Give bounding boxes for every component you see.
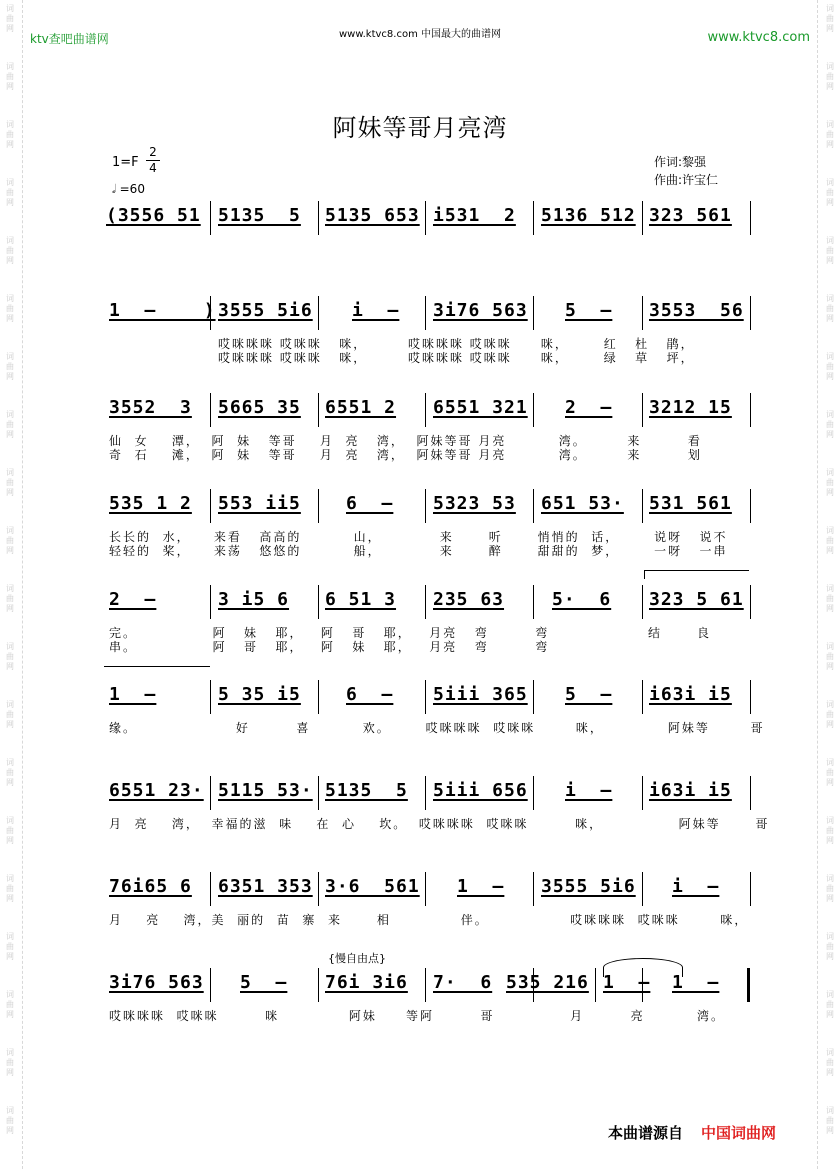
watermark-text: 词曲网 — [6, 874, 14, 903]
measure-notes: 5323 53 — [433, 493, 516, 514]
barline — [642, 585, 643, 619]
measure-notes: 531 561 — [649, 493, 732, 514]
measure-notes: 5136 512 — [541, 205, 636, 226]
song-title: 阿妹等哥月亮湾 — [332, 114, 508, 142]
watermark-text: 词曲网 — [826, 4, 834, 33]
barline — [533, 296, 534, 330]
measure-notes: 6551 23· — [109, 780, 204, 801]
barline — [425, 776, 426, 810]
site-slogan[interactable]: www.ktvc8.com 中国最大的曲谱网 — [338, 29, 501, 40]
watermark-text: 词曲网 — [6, 4, 14, 33]
watermark-text: 词曲网 — [6, 236, 14, 265]
barline — [210, 968, 211, 1002]
tempo-mark: 𝅗𝅥 =60 — [112, 182, 145, 196]
tempo-annotation: {慢自由点} — [328, 952, 386, 965]
watermark-text: 词曲网 — [6, 468, 14, 497]
site-url-right[interactable]: www.ktvc8.com — [707, 30, 810, 45]
measure-notes: 76i65 6 — [109, 876, 192, 897]
watermark-text: 词曲网 — [6, 700, 14, 729]
barline — [318, 296, 319, 330]
watermark-text: 词曲网 — [826, 526, 834, 555]
measure-notes: 5115 53· — [218, 780, 313, 801]
composer-credit: 作曲:许宝仁 — [654, 173, 719, 187]
repeat-end-line — [104, 666, 210, 667]
barline — [642, 393, 643, 427]
measure-notes: 3555 5i6 — [218, 300, 313, 321]
measure-notes: i – — [565, 780, 613, 801]
lyrics-verse-2: 串。 阿 哥 耶， 阿 妹 耶， 月亮 弯 弯 — [109, 640, 550, 654]
barline — [318, 585, 319, 619]
barline — [318, 680, 319, 714]
measure-notes: 6551 2 — [325, 397, 397, 418]
measure-notes: (3556 51 — [106, 205, 201, 226]
barline — [533, 585, 534, 619]
barline — [425, 489, 426, 523]
barline — [642, 489, 643, 523]
lyrics-verse-1: 月 亮 湾， 幸福的滋 味 在 心 坎。 哎咪咪咪 哎咪咪 咪， 阿妹等 哥 — [109, 817, 770, 831]
measure-notes: 553 ii5 — [218, 493, 301, 514]
barline — [533, 201, 534, 235]
watermark-text: 词曲网 — [6, 642, 14, 671]
measure-notes: 5· 6 — [552, 589, 612, 610]
measure-notes: 1 – — [603, 972, 651, 993]
barline — [750, 296, 751, 330]
watermark-text: 词曲网 — [826, 120, 834, 149]
measure-notes: 5 – — [565, 684, 613, 705]
measure-notes: 3212 15 — [649, 397, 732, 418]
tie-slur — [603, 958, 683, 977]
barline — [595, 968, 596, 1002]
lyrics-verse-1: 哎咪咪咪 哎咪咪 咪 阿妹 等阿 哥 月 亮 湾。 — [109, 1009, 725, 1023]
barline — [533, 489, 534, 523]
measure-notes: i – — [352, 300, 400, 321]
barline — [533, 680, 534, 714]
watermark-text: 词曲网 — [826, 874, 834, 903]
barline — [642, 296, 643, 330]
watermark-text: 词曲网 — [6, 932, 14, 961]
measure-notes: 6 – — [346, 684, 394, 705]
meter-numerator: 2 — [146, 145, 160, 161]
lyrics-verse-2: 奇 石 滩， 阿 妹 等哥 月 亮 湾， 阿妹等哥 月亮 湾。 来 划 — [109, 448, 702, 462]
watermark-text: 词曲网 — [6, 1048, 14, 1077]
watermark-text: 词曲网 — [826, 294, 834, 323]
watermark-text: 词曲网 — [6, 62, 14, 91]
barline — [425, 872, 426, 906]
right-watermark-column — [817, 0, 840, 1169]
measure-notes: 6 – — [346, 493, 394, 514]
lyrics-verse-1: 哎咪咪咪 哎咪咪 咪， 哎咪咪咪 哎咪咪 咪， 红 杜 鹃， — [218, 337, 695, 351]
measure-notes: i531 2 — [433, 205, 516, 226]
lyrics-verse-1: 长长的 水， 来看 高高的 山， 来 听 悄悄的 话， 说呀 说不 — [109, 530, 728, 544]
barline — [747, 968, 750, 1002]
measure-notes: 535 216 — [506, 972, 589, 993]
measure-notes: 3552 3 — [109, 397, 192, 418]
lyrics-verse-1: 月 亮 湾，美 丽的 苗 寨 来 相 伴。 哎咪咪咪 哎咪咪 咪， — [109, 913, 749, 927]
barline — [210, 201, 211, 235]
barline — [642, 201, 643, 235]
measure-notes: i63i i5 — [649, 780, 732, 801]
barline — [750, 680, 751, 714]
barline — [425, 968, 426, 1002]
site-name-left[interactable]: ktv查吧曲谱网 — [30, 32, 109, 46]
measure-notes: 5iii 656 — [433, 780, 528, 801]
measure-notes: 1 – — [109, 684, 157, 705]
watermark-text: 词曲网 — [6, 1106, 14, 1135]
lyricist-credit: 作词:黎强 — [654, 155, 707, 169]
measure-notes: i – — [672, 876, 720, 897]
measure-notes: 3 i5 6 — [218, 589, 290, 610]
watermark-text: 词曲网 — [826, 758, 834, 787]
footer-brand-link[interactable]: 中国词曲网 — [701, 1124, 777, 1142]
watermark-text: 词曲网 — [826, 352, 834, 381]
measure-notes: 5135 653 — [325, 205, 420, 226]
measure-notes: 3i76 563 — [109, 972, 204, 993]
meter-denominator: 4 — [149, 161, 157, 175]
watermark-text: 词曲网 — [6, 816, 14, 845]
barline — [210, 393, 211, 427]
measure-notes: 6 51 3 — [325, 589, 397, 610]
measure-notes: 2 – — [565, 397, 613, 418]
measure-notes: 5135 5 — [218, 205, 301, 226]
barline — [533, 872, 534, 906]
barline — [750, 585, 751, 619]
watermark-text: 词曲网 — [6, 294, 14, 323]
watermark-text: 词曲网 — [826, 236, 834, 265]
watermark-text: 词曲网 — [6, 584, 14, 613]
measure-notes: 3553 56 — [649, 300, 744, 321]
watermark-text: 词曲网 — [826, 62, 834, 91]
measure-notes: i63i i5 — [649, 684, 732, 705]
volta-bracket — [644, 570, 749, 579]
barline — [210, 872, 211, 906]
lyrics-verse-1: 缘。 好 喜 欢。 哎咪咪咪 哎咪咪 咪， 阿妹等 哥 — [109, 721, 765, 735]
barline — [425, 680, 426, 714]
barline — [318, 201, 319, 235]
barline — [750, 201, 751, 235]
measure-notes: 76i 3i6 — [325, 972, 408, 993]
watermark-text: 词曲网 — [826, 178, 834, 207]
measure-notes: 3·6 561 — [325, 876, 420, 897]
watermark-text: 词曲网 — [6, 990, 14, 1019]
barline — [750, 489, 751, 523]
barline — [642, 680, 643, 714]
measure-notes: 323 561 — [649, 205, 732, 226]
barline — [642, 776, 643, 810]
barline — [318, 872, 319, 906]
key-signature: 1=F — [112, 155, 139, 170]
left-watermark-column — [0, 0, 23, 1169]
measure-notes: 6351 353 — [218, 876, 313, 897]
measure-notes: 7· 6 — [433, 972, 493, 993]
barline — [425, 585, 426, 619]
watermark-text: 词曲网 — [6, 178, 14, 207]
measure-notes: 5 35 i5 — [218, 684, 301, 705]
watermark-text: 词曲网 — [826, 932, 834, 961]
lyrics-verse-2: 轻轻的 桨， 来荡 悠悠的 船， 来 醉 甜甜的 梦， 一呀 一串 — [109, 544, 728, 558]
measure-notes: 323 5 61 — [649, 589, 744, 610]
barline — [425, 393, 426, 427]
watermark-text: 词曲网 — [826, 1048, 834, 1077]
measure-notes: 5135 5 — [325, 780, 408, 801]
measure-notes: 1 – ) — [109, 300, 216, 321]
watermark-text: 词曲网 — [6, 120, 14, 149]
barline — [533, 393, 534, 427]
watermark-text: 词曲网 — [826, 410, 834, 439]
measure-notes: 651 53· — [541, 493, 624, 514]
watermark-text: 词曲网 — [826, 584, 834, 613]
measure-notes: 6551 321 — [433, 397, 528, 418]
measure-notes: 535 1 2 — [109, 493, 192, 514]
measure-notes: 2 – — [109, 589, 157, 610]
barline — [425, 296, 426, 330]
lyrics-verse-1: 仙 女 潭， 阿 妹 等哥 月 亮 湾， 阿妹等哥 月亮 湾。 来 看 — [109, 434, 702, 448]
watermark-text: 词曲网 — [826, 468, 834, 497]
barline — [425, 201, 426, 235]
barline — [750, 872, 751, 906]
lyrics-verse-1: 完。 阿 妹 耶， 阿 哥 耶， 月亮 弯 弯 结 良 — [109, 626, 711, 640]
footer-label: 本曲谱源自 — [608, 1124, 684, 1142]
watermark-text: 词曲网 — [826, 700, 834, 729]
barline — [318, 393, 319, 427]
barline — [642, 872, 643, 906]
barline — [210, 680, 211, 714]
lyrics-verse-2: 哎咪咪咪 哎咪咪 咪， 哎咪咪咪 哎咪咪 咪， 绿 草 坪， — [218, 351, 695, 365]
watermark-text: 词曲网 — [6, 410, 14, 439]
measure-notes: 3555 5i6 — [541, 876, 636, 897]
watermark-text: 词曲网 — [826, 816, 834, 845]
watermark-text: 词曲网 — [6, 352, 14, 381]
measure-notes: 1 – — [457, 876, 505, 897]
measure-notes: 3i76 563 — [433, 300, 528, 321]
barline — [210, 776, 211, 810]
measure-notes: 235 63 — [433, 589, 505, 610]
measure-notes: 5iii 365 — [433, 684, 528, 705]
watermark-text: 词曲网 — [826, 642, 834, 671]
barline — [318, 489, 319, 523]
watermark-text: 词曲网 — [826, 990, 834, 1019]
barline — [533, 776, 534, 810]
measure-notes: 5 – — [240, 972, 288, 993]
barline — [210, 489, 211, 523]
time-signature — [146, 145, 160, 176]
watermark-text: 词曲网 — [6, 758, 14, 787]
footer-source — [608, 1122, 776, 1143]
barline — [318, 968, 319, 1002]
watermark-text: 词曲网 — [6, 526, 14, 555]
watermark-text: 词曲网 — [826, 1106, 834, 1135]
barline — [750, 393, 751, 427]
measure-notes: 5665 35 — [218, 397, 301, 418]
barline — [210, 585, 211, 619]
barline — [318, 776, 319, 810]
measure-notes: 1 – — [672, 972, 720, 993]
measure-notes: 5 – — [565, 300, 613, 321]
barline — [750, 776, 751, 810]
